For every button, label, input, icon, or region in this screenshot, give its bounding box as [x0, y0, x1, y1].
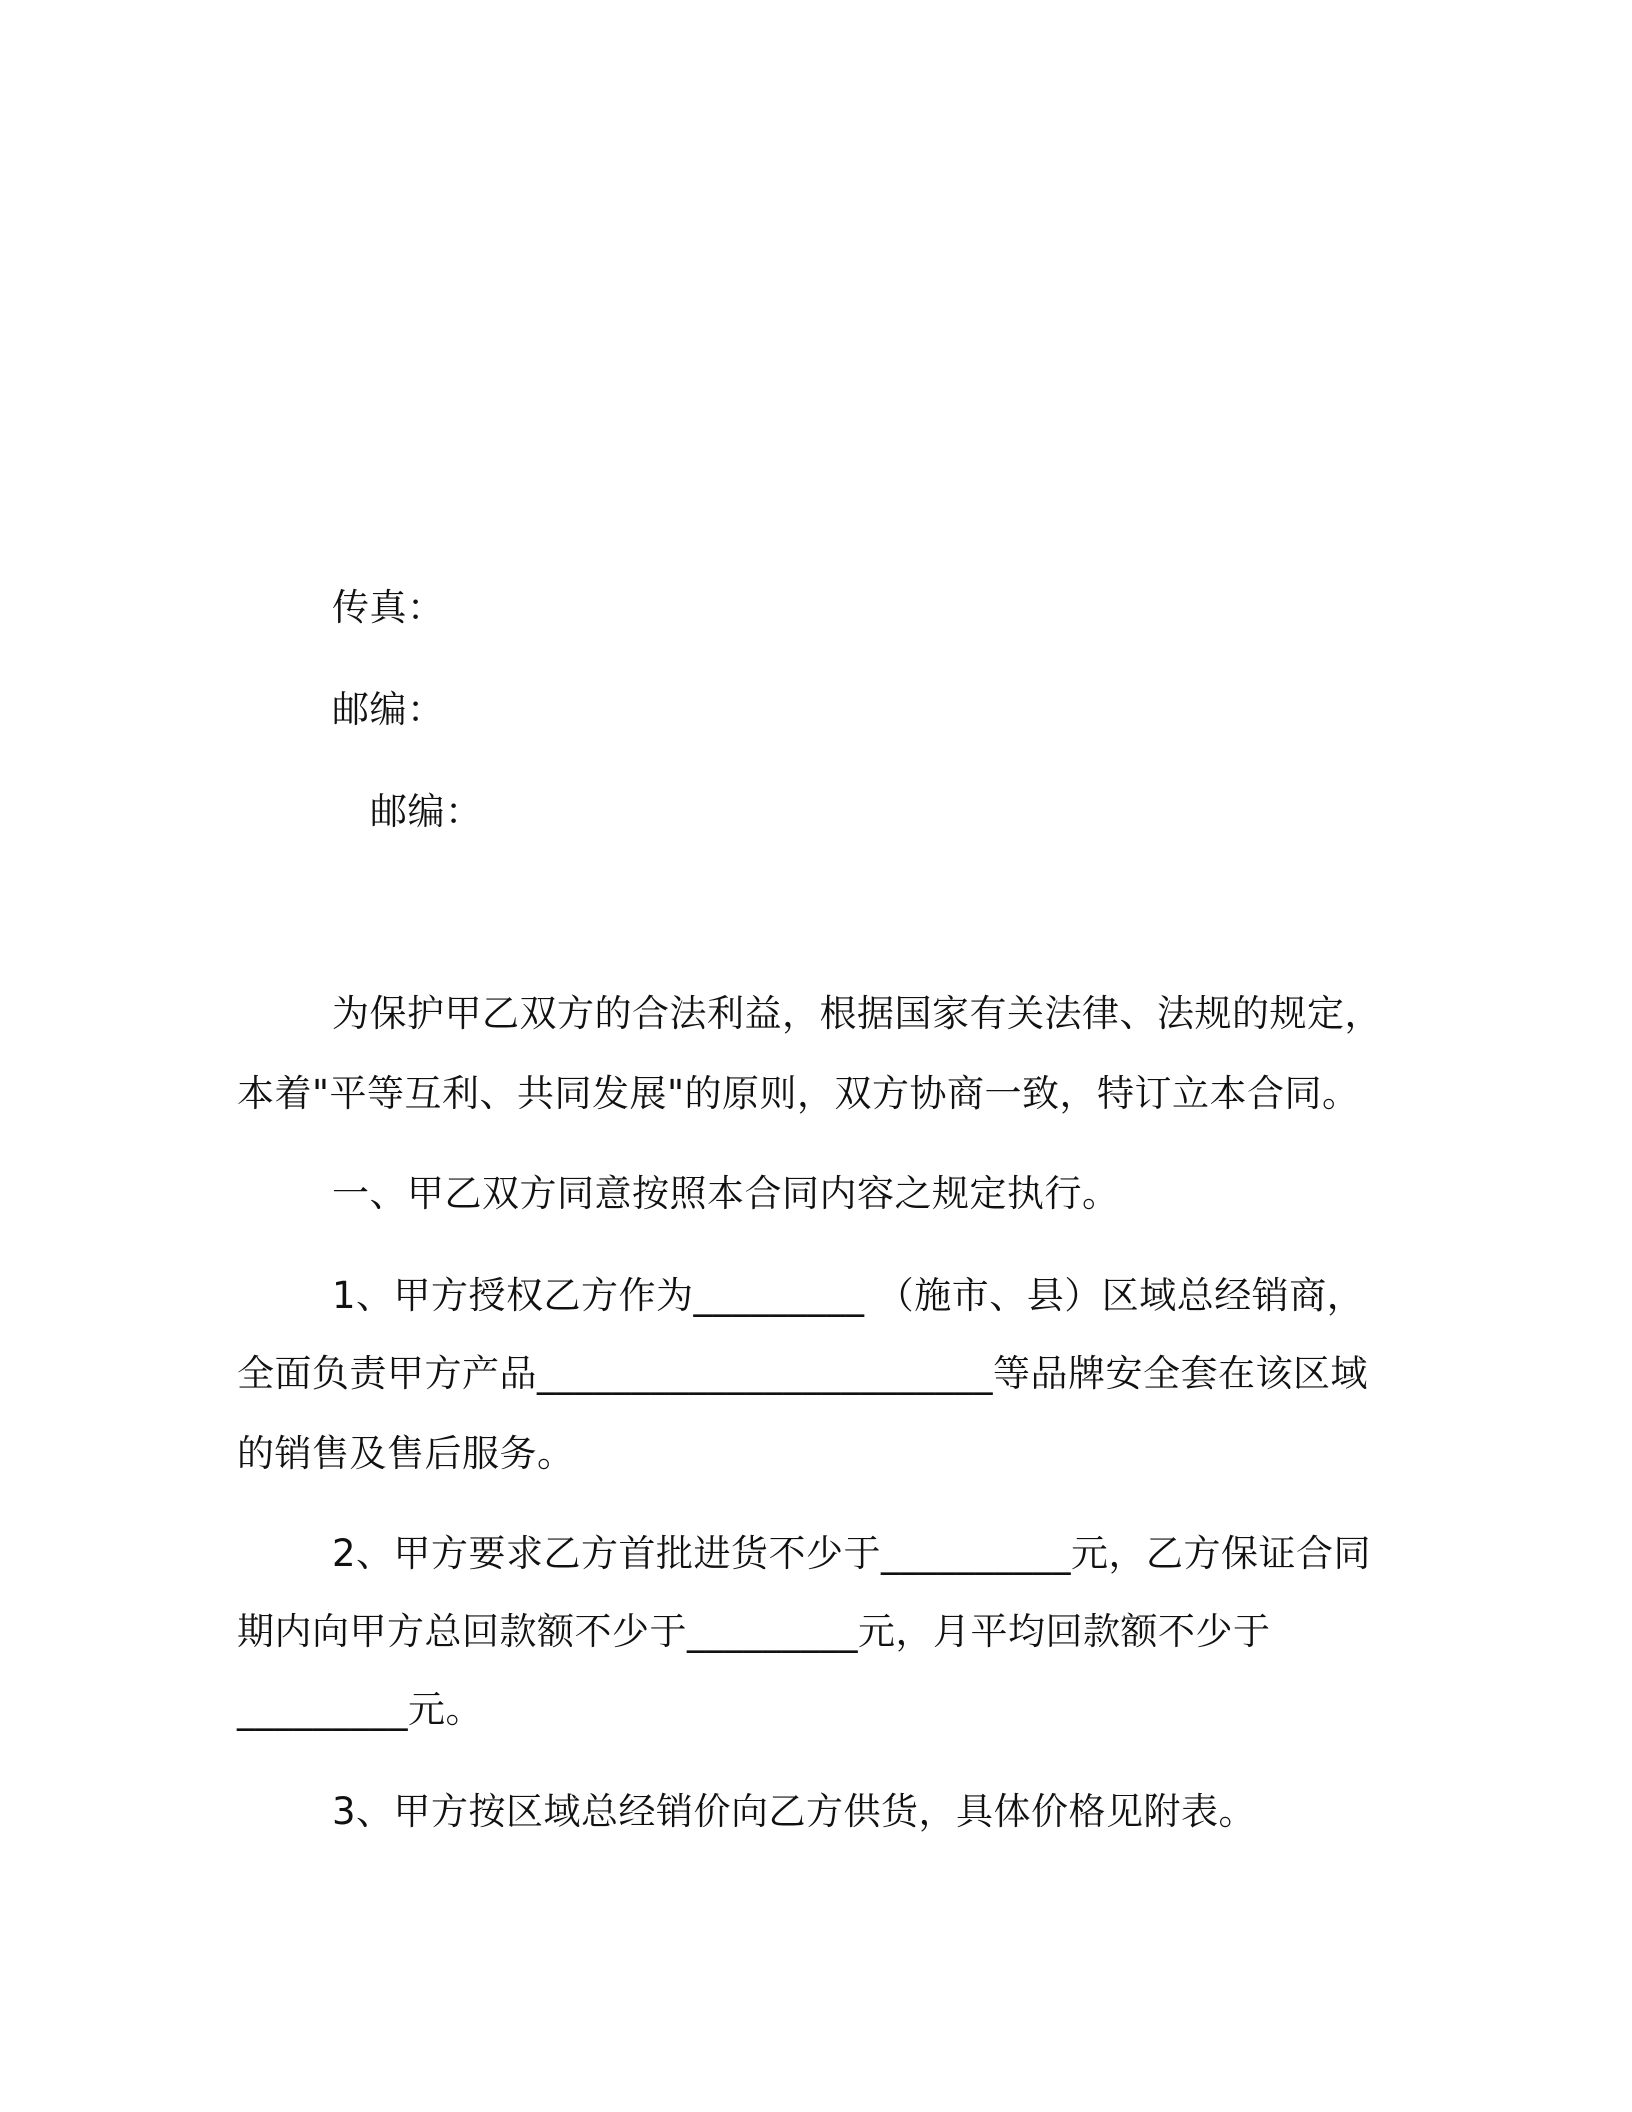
clause-2-line-3: _________元。: [237, 1688, 483, 1731]
fax-label: 传真：: [332, 586, 445, 629]
postcode-label: 邮编：: [332, 688, 445, 731]
clause-1-line-3: 的销售及售后服务。: [237, 1432, 575, 1475]
clause-3-line-1: 3、甲方按区域总经销价向乙方供货，具体价格见附表。: [332, 1790, 1257, 1833]
clause-2-line-1: 2、甲方要求乙方首批进货不少于__________元，乙方保证合同: [332, 1532, 1372, 1575]
clause-1-line-1: 1、甲方授权乙方作为_________ （施市、县）区域总经销商，: [332, 1274, 1365, 1317]
preamble-line-1: 为保护甲乙双方的合法利益，根据国家有关法律、法规的规定，: [332, 992, 1382, 1035]
postcode-label-second: 邮编：: [370, 790, 483, 833]
clause-2-line-2: 期内向甲方总回款额不少于_________元，月平均回款额不少于: [237, 1610, 1271, 1653]
preamble-line-2: 本着"平等互利、共同发展"的原则，双方协商一致，特订立本合同。: [237, 1072, 1360, 1115]
clause-1-line-2: 全面负责甲方产品________________________等品牌安全套在该区域: [237, 1352, 1368, 1395]
section-1-heading: 一、甲乙双方同意按照本合同内容之规定执行。: [332, 1172, 1120, 1215]
